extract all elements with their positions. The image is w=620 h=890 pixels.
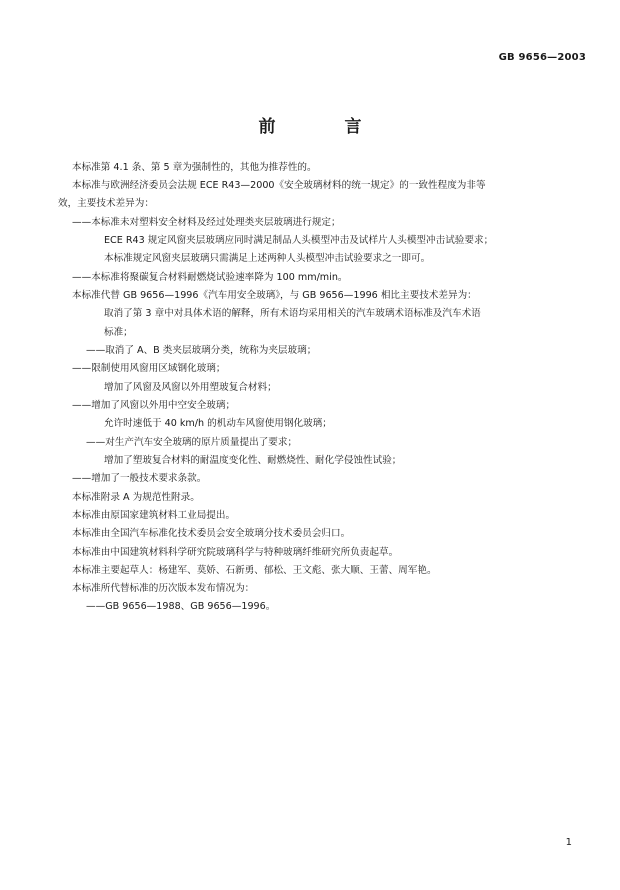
page-number: 1 bbox=[565, 837, 572, 848]
foreword-line: 本标准规定风窗夹层玻璃只需满足上述两种人头模型冲击试验要求之一即可。 bbox=[104, 253, 431, 264]
foreword-line: ——GB 9656—1988、GB 9656—1996。 bbox=[86, 601, 276, 612]
foreword-line: 本标准第 4.1 条、第 5 章为强制性的，其他为推荐性的。 bbox=[72, 162, 317, 173]
page-title: 前 言 bbox=[258, 117, 388, 137]
foreword-line: ——增加了风窗以外用中空安全玻璃； bbox=[72, 400, 236, 411]
foreword-line: 本标准与欧洲经济委员会法规 ECE R43—2000《安全玻璃材料的统一规定》的一致性程度为非等 bbox=[72, 180, 486, 191]
foreword-line: 本标准由原国家建筑材料工业局提出。 bbox=[72, 510, 236, 521]
foreword-line: 增加了塑玻复合材料的耐温度变化性、耐燃烧性、耐化学侵蚀性试验； bbox=[104, 455, 402, 466]
foreword-line: 本标准附录 A 为规范性附录。 bbox=[72, 492, 200, 503]
foreword-line: ——限制使用风窗用区域钢化玻璃； bbox=[72, 363, 226, 374]
foreword-line: 增加了风窗及风窗以外用塑玻复合材料； bbox=[104, 382, 277, 393]
foreword-line: 标准； bbox=[104, 327, 133, 338]
foreword-line: 本标准主要起草人：杨建军、莫娇、石新勇、郁松、王文彪、张大顺、王蕾、周军艳。 bbox=[72, 565, 437, 576]
foreword-line: 本标准由全国汽车标准化技术委员会安全玻璃分技术委员会归口。 bbox=[72, 528, 351, 539]
foreword-line: 取消了第 3 章中对具体术语的解释，所有术语均采用相关的汽车玻璃术语标准及汽车术语 bbox=[104, 308, 481, 319]
foreword-line: ——增加了一般技术要求条款。 bbox=[72, 473, 207, 484]
foreword-line: 效，主要技术差异为： bbox=[58, 198, 154, 209]
foreword-line: 本标准由中国建筑材料科学研究院玻璃科学与特种玻璃纤维研究所负责起草。 bbox=[72, 547, 399, 558]
foreword-line: ——本标准将聚碳复合材料耐燃烧试验速率降为 100 mm/min。 bbox=[72, 272, 348, 283]
foreword-line: 允许时速低于 40 km/h 的机动车风窗使用钢化玻璃； bbox=[104, 418, 332, 429]
foreword-line: 本标准所代替标准的历次版本发布情况为： bbox=[72, 583, 255, 594]
foreword-line: ECE R43 规定风窗夹层玻璃应同时满足制品人头模型冲击及试样片人头模型冲击试验要求； bbox=[104, 235, 494, 246]
standard-code-header: GB 9656—2003 bbox=[498, 52, 586, 63]
foreword-line: 本标准代替 GB 9656—1996《汽车用安全玻璃》，与 GB 9656—1996 相比主要技术差异为： bbox=[72, 290, 477, 301]
foreword-line: ——本标准未对塑料安全材料及经过处理类夹层玻璃进行规定； bbox=[72, 217, 341, 228]
foreword-line: ——取消了 A、B 类夹层玻璃分类，统称为夹层玻璃； bbox=[86, 345, 317, 356]
foreword-line: ——对生产汽车安全玻璃的原片质量提出了要求； bbox=[86, 437, 298, 448]
